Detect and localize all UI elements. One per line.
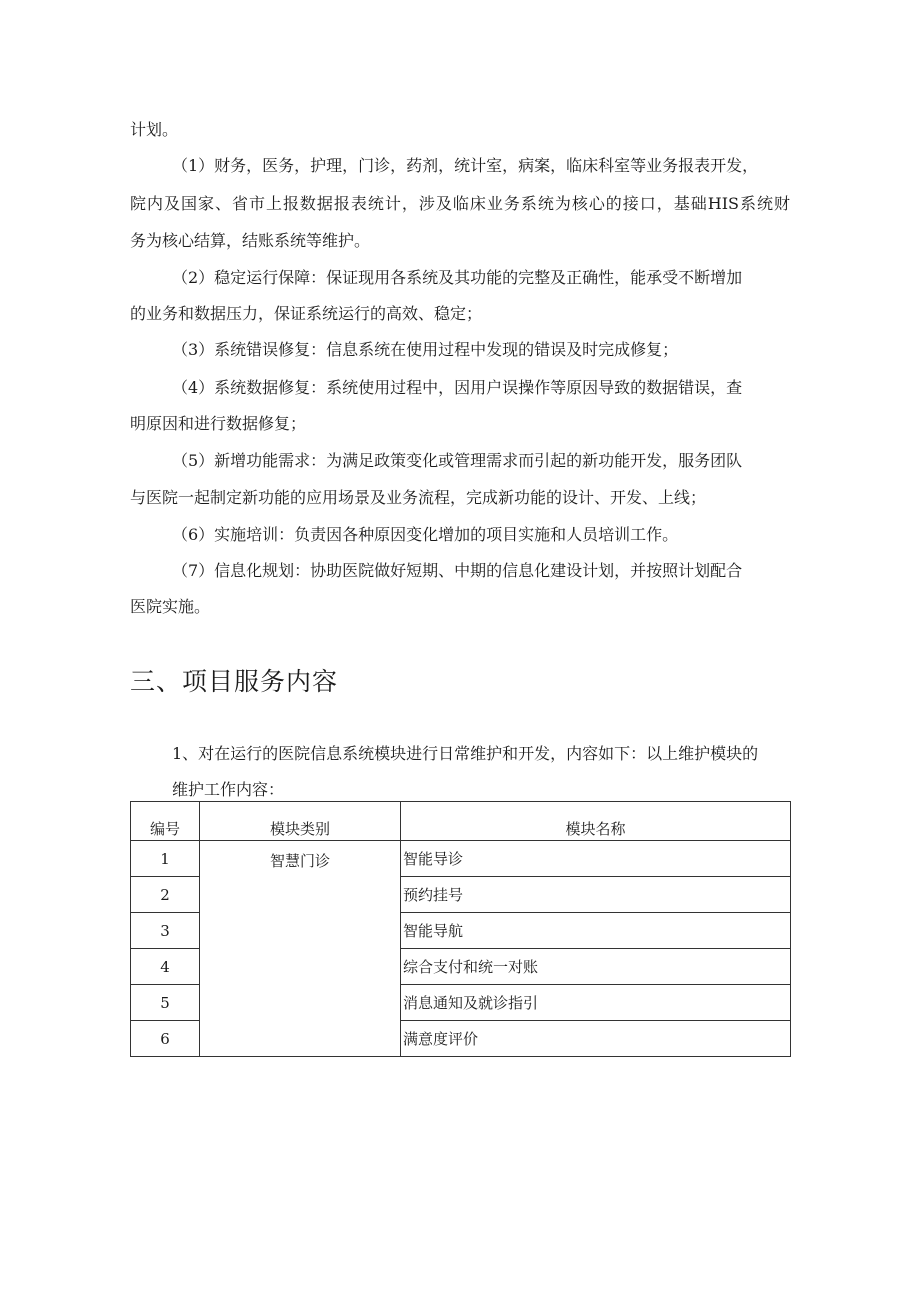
- section-intro-line: 1、对在运行的医院信息系统模块进行日常维护和开发，内容如下：以上维护模块的: [172, 744, 759, 763]
- paragraph-line: （1）财务，医务，护理，门诊，药剂，统计室，病案，临床科室等业务报表开发，: [172, 156, 759, 175]
- row-num: 4: [131, 949, 200, 985]
- row-category: 智慧门诊: [200, 841, 401, 1057]
- paragraph-line: （2）稳定运行保障：保证现用各系统及其功能的完整及正确性，能承受不断增加: [172, 268, 743, 287]
- paragraph-line: （4）系统数据修复：系统使用过程中，因用户误操作等原因导致的数据错误，查: [172, 378, 743, 397]
- paragraph-line: 医院实施。: [130, 597, 211, 616]
- row-name: 综合支付和统一对账: [401, 949, 791, 985]
- header-category: 模块类别: [200, 802, 401, 841]
- paragraph-line: （3）系统错误修复：信息系统在使用过程中发现的错误及时完成修复；: [172, 340, 679, 359]
- module-table: [130, 801, 791, 1057]
- paragraph-line: 院内及国家、省市上报数据报表统计，涉及临床业务系统为核心的接口，基础HIS系统财: [130, 194, 790, 213]
- row-name: 智能导航: [401, 913, 791, 949]
- row-num: 5: [131, 985, 200, 1021]
- row-name: 预约挂号: [401, 877, 791, 913]
- table-header-row: [131, 802, 791, 841]
- header-name: 模块名称: [401, 802, 791, 841]
- paragraph-line: 的业务和数据压力，保证系统运行的高效、稳定；: [130, 304, 483, 323]
- row-num: 6: [131, 1021, 200, 1057]
- row-name: 满意度评价: [401, 1021, 791, 1057]
- row-num: 2: [131, 877, 200, 913]
- row-num: 3: [131, 913, 200, 949]
- paragraph-line: （6）实施培训：负责因各种原因变化增加的项目实施和人员培训工作。: [172, 525, 679, 544]
- paragraph-line: （5）新增功能需求：为满足政策变化或管理需求而引起的新功能开发，服务团队: [172, 451, 743, 470]
- paragraph-line: 计划。: [130, 120, 179, 139]
- section-intro-line: 维护工作内容：: [172, 780, 285, 799]
- row-name: 消息通知及就诊指引: [401, 985, 791, 1021]
- section-heading: 三、项目服务内容: [130, 667, 339, 696]
- table-row: [131, 841, 791, 877]
- header-num: 编号: [131, 802, 200, 841]
- paragraph-line: 与医院一起制定新功能的应用场景及业务流程，完成新功能的设计、开发、上线；: [130, 488, 707, 507]
- paragraph-line: 明原因和进行数据修复；: [130, 414, 307, 433]
- paragraph-line: （7）信息化规划：协助医院做好短期、中期的信息化建设计划，并按照计划配合: [172, 561, 743, 580]
- row-name: 智能导诊: [401, 841, 791, 877]
- paragraph-line: 务为核心结算，结账系统等维护。: [130, 231, 371, 250]
- row-num: 1: [131, 841, 200, 877]
